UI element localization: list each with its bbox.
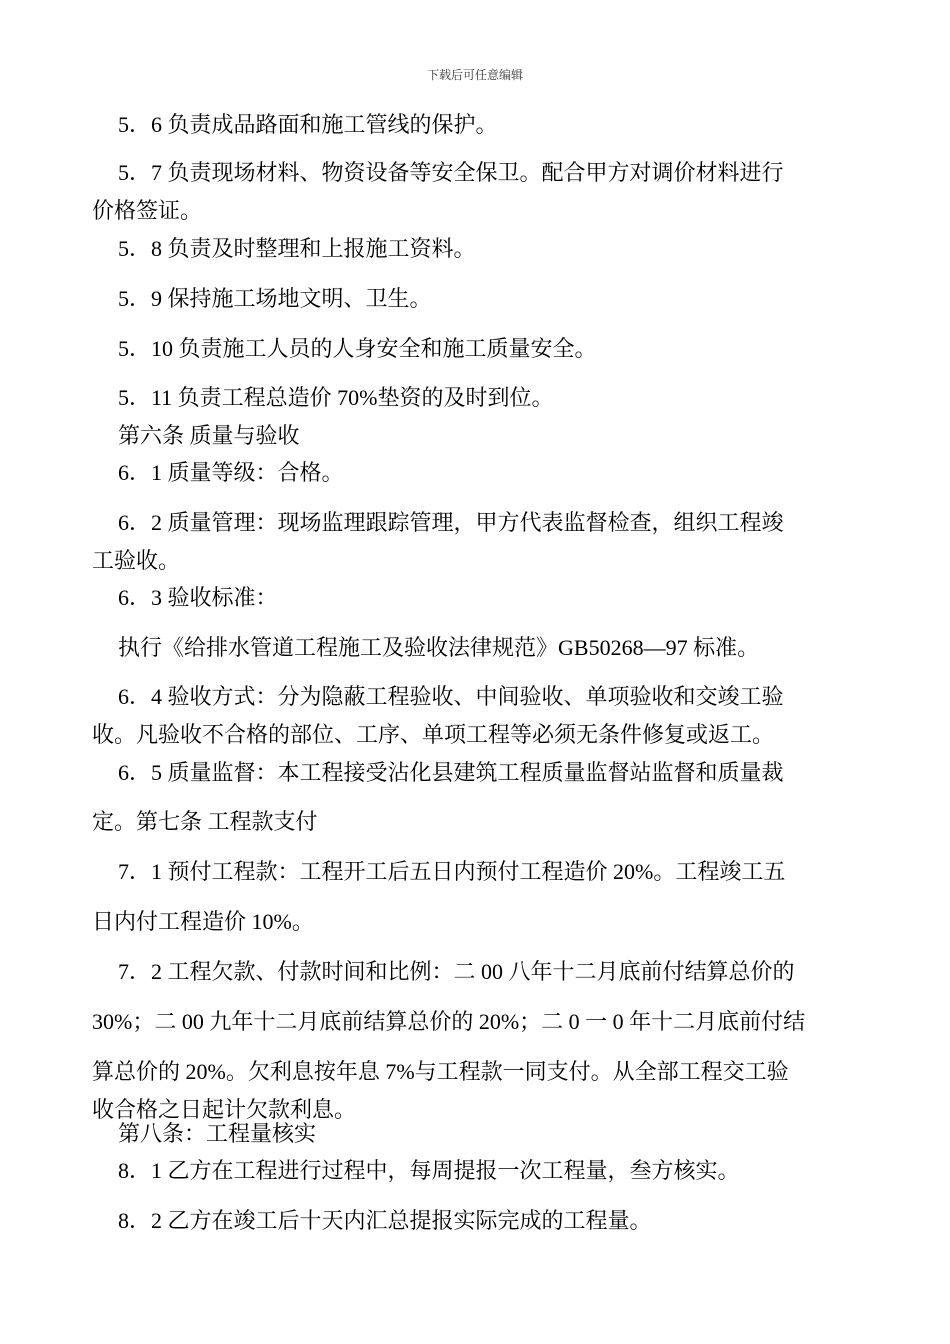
text-line: 日内付工程造价 10%。 xyxy=(92,909,314,934)
text-line: 5．6 负责成品路面和施工管线的保护。 xyxy=(118,112,498,137)
text-line: 价格签证。 xyxy=(92,198,203,223)
text-line: 工验收。 xyxy=(92,548,181,573)
text-line: 6．4 验收方式：分为隐蔽工程验收、中间验收、单项验收和交竣工验 xyxy=(118,684,784,709)
text-line: 8．2 乙方在竣工后十天内汇总提报实际完成的工程量。 xyxy=(118,1208,652,1233)
text-line: 收合格之日起计欠款利息。 xyxy=(92,1097,357,1122)
section-heading: 第六条 质量与验收 xyxy=(118,423,300,448)
text-line: 收。凡验收不合格的部位、工序、单项工程等必须无条件修复或返工。 xyxy=(92,722,775,747)
section-heading: 第八条：工程量核实 xyxy=(118,1121,317,1146)
text-line: 6．5 质量监督：本工程接受沾化县建筑工程质量监督站监督和质量裁 xyxy=(118,760,784,785)
text-line: 7．1 预付工程款：工程开工后五日内预付工程造价 20%。工程竣工五 xyxy=(118,859,786,884)
text-line: 5．11 负责工程总造价 70%垫资的及时到位。 xyxy=(118,385,554,410)
text-line: 5．9 保持施工场地文明、卫生。 xyxy=(118,286,432,311)
text-line: 6．2 质量管理：现场监理跟踪管理，甲方代表监督检查，组织工程竣 xyxy=(118,510,784,535)
text-line: 5．10 负责施工人员的人身安全和施工质量安全。 xyxy=(118,336,597,361)
text-line: 执行《给排水管道工程施工及验收法律规范》GB50268—97 标准。 xyxy=(118,635,760,660)
text-line: 6．3 验收标准： xyxy=(118,585,278,610)
text-line: 8．1 乙方在工程进行过程中，每周提报一次工程量，叁方核实。 xyxy=(118,1158,740,1183)
text-line: 定。第七条 工程款支付 xyxy=(92,809,318,834)
text-line: 算总价的 20%。欠利息按年息 7%与工程款一同支付。从全部工程交工验 xyxy=(92,1059,789,1084)
text-line: 7．2 工程欠款、付款时间和比例：二 00 八年十二月底前付结算总价的 xyxy=(118,959,795,984)
text-line: 5．7 负责现场材料、物资设备等安全保卫。配合甲方对调价材料进行 xyxy=(118,160,784,185)
page-header: 下载后可任意编辑 xyxy=(426,68,523,82)
text-line: 6．1 质量等级：合格。 xyxy=(118,460,344,485)
text-line: 5．8 负责及时整理和上报施工资料。 xyxy=(118,236,476,261)
text-line: 30%；二 00 九年十二月底前结算总价的 20%；二 0 一 0 年十二月底前付结 xyxy=(92,1009,806,1034)
